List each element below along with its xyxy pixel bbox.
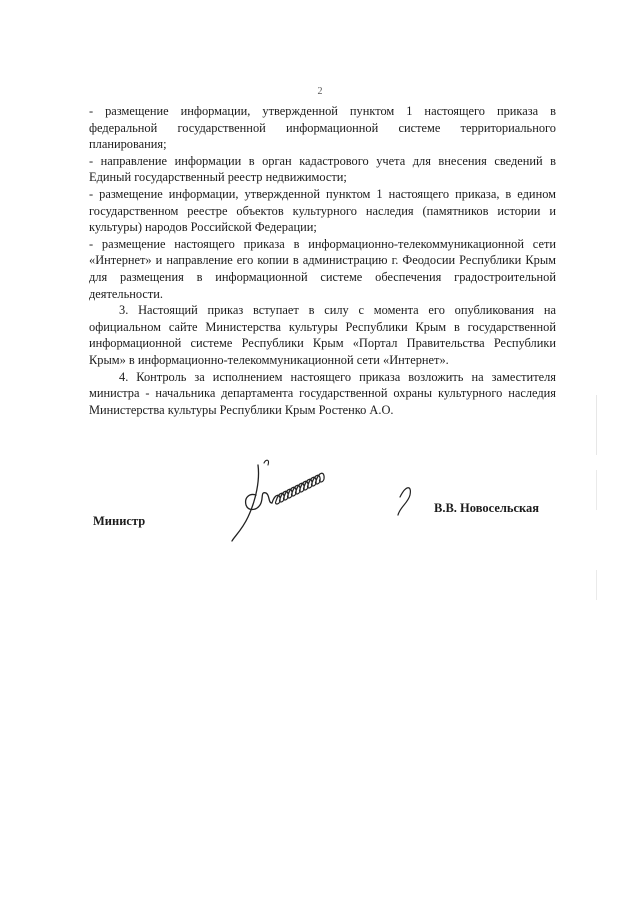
minister-title: Министр	[93, 514, 146, 528]
document-body	[89, 103, 556, 418]
minister-name: В.В. Новосельская	[434, 501, 540, 515]
paragraph-4: - размещение настоящего приказа в информационно-телекоммуникационной сети «Интернет» и направление его копии в администрацию г. Феодосии Республики Крым для размещения в информационной системе обеспечения градостроительной деятельности.	[89, 236, 556, 301]
scan-artifact-line	[596, 470, 597, 510]
paragraph-2: - направление информации в орган кадастрового учета для внесения сведений в Единый государственный реестр недвижимости;	[89, 153, 556, 185]
scan-artifact-line	[596, 395, 597, 455]
scan-artifact-line	[596, 570, 597, 600]
handwritten-signature	[230, 455, 430, 545]
signature-block	[0, 455, 640, 555]
paragraph-5: 3. Настоящий приказ вступает в силу с момента его опубликования на официальном сайте Министерства культуры Республики Крым в государственной информационной системе Республики Крым «Портал Правительства Республики Крым» в информационно-телекоммуникационной сети «Интернет».	[89, 303, 556, 367]
paragraph-3: - размещение информации, утвержденной пунктом 1 настоящего приказа, в едином государственном реестре объектов культурного наследия (памятников истории и культуры) народов Российской Федерации;	[89, 186, 556, 235]
page-number: 2	[317, 86, 323, 97]
paragraph-1: - размещение информации, утвержденной пунктом 1 настоящего приказа в федеральной государственной информационной системе территориального планирования;	[89, 104, 556, 152]
paragraph-6: 4. Контроль за исполнением настоящего приказа возложить на заместителя министра - начальника департамента государственной охраны культурного наследия Министерства культуры Республики Крым Ростенко А.О.	[89, 369, 556, 417]
